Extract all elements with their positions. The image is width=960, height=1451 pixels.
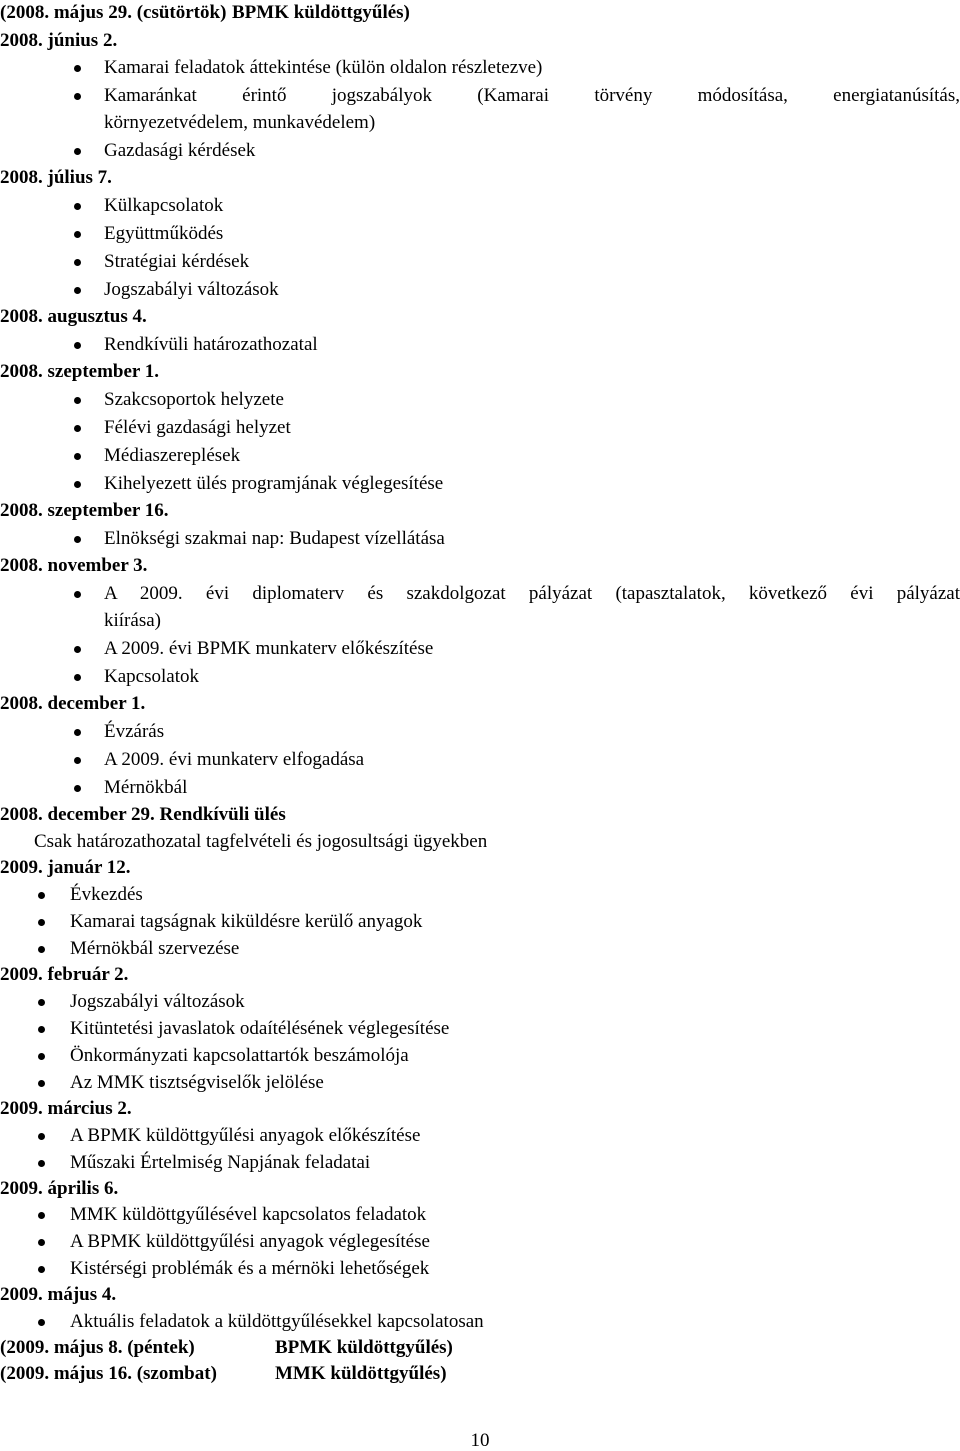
bullet-icon [38,1026,45,1033]
event-name: BPMK küldöttgyűlés) [275,1337,453,1358]
bullet-icon [74,65,81,72]
page-number: 10 [470,1430,490,1451]
bullet-icon [74,425,81,432]
event-date: (2009. május 8. (péntek) [0,1337,195,1358]
bullet-icon [74,785,81,792]
document-page: (2008. május 29. (csütörtök) BPMK küldöttgyűlés) 2008. június 2. Kamarai feladatok áttekintése (külön oldalon részletezve) Kamaránkat érintő jogszabályok (Kamarai törvény módosítása, energiatanúsítás, környezetvédelem, munkavédelem) Gazdasági kérdések 2008. július 7. Külkapcsolatok Együttműködés Stratégiai kérdések Jogszabályi változások 2008. augusztus 4. Rendkívüli határozathozatal 2008. szeptember 1. Szakcsoportok helyzete Félévi gazdasági helyzet Médiaszereplések Kihelyezett ülés programjának véglegesítése 2008. szeptember 16. Elnökségi szakmai nap: Budapest vízellátása 2008. november 3. A 2009. évi diplomaterv és szakdolgozat pályázat (tapasztalatok, következő évi pályázat kiírása) A 2009. évi BPMK munkaterv előkészítése Kapcsolatok 2008. december 1. Évzárás A 2009. évi munkaterv elfogadása Mérnökbál 2008. december 29. Rendkívüli ülés Csak határozathozatal tagfelvételi és jogosultsági ügyekben 2009. január 12. Évkezdés Kamarai tagságnak kiküldésre kerülő anyagok Mérnökbál szervezése 2009. február 2. Jogszabályi változások Kitüntetési javaslatok odaítélésének véglegesítése Önkormányzati kapcsolattartók beszámolója Az MMK tisztségviselők jelölése 2009. március 2. A BPMK küldöttgyűlési anyagok előkészítése Műszaki Értelmiség Napjának feladatai 2009. április 6. MMK küldöttgyűlésével kapcsolatos feladatok A BPMK küldöttgyűlési anyagok véglegesítése Kistérségi problémák és a mérnöki lehetőségek 2009. május 4. Aktuális feladatok a küldöttgyűlésekkel kapcsolatosan (2009. május 8. (péntek) BPMK küldöttgyűlés) (2009. május 16. (szombat) MMK küldöttgyűlés) 10 [0,2,960,1451]
bullet-icon [38,1212,45,1219]
bullet-icon [38,892,45,899]
event-name: MMK küldöttgyűlés) [275,1363,447,1384]
bullet-icon [74,342,81,349]
bullet-icon [74,591,81,598]
bullet-icon [74,453,81,460]
bullet-icon [38,1080,45,1087]
event-date: (2009. május 16. (szombat) [0,1363,217,1384]
bullet-icon [74,231,81,238]
bullet-icon [74,287,81,294]
bullet-icon [38,1239,45,1246]
section-title: Rendkívüli ülés [159,804,286,825]
header-event: BPMK küldöttgyűlés) [232,2,410,23]
bullet-icon [38,946,45,953]
bullet-icon [38,1053,45,1060]
bullet-icon [38,1266,45,1273]
bullet-icon [74,148,81,155]
header-date: (2008. május 29. (csütörtök) [0,2,227,23]
bullet-icon [38,919,45,926]
bullet-icon [74,646,81,653]
bullet-icon [74,397,81,404]
bullet-icon [38,999,45,1006]
bullet-icon [74,93,81,100]
bullet-icon [38,1319,45,1326]
bullet-icon [74,203,81,210]
bullet-icon [74,481,81,488]
bullet-icon [74,536,81,543]
bullet-icon [74,259,81,266]
bullet-icon [74,757,81,764]
bullet-icon [38,1133,45,1140]
bullet-icon [74,674,81,681]
bullet-icon [74,729,81,736]
bullet-icon [38,1160,45,1167]
